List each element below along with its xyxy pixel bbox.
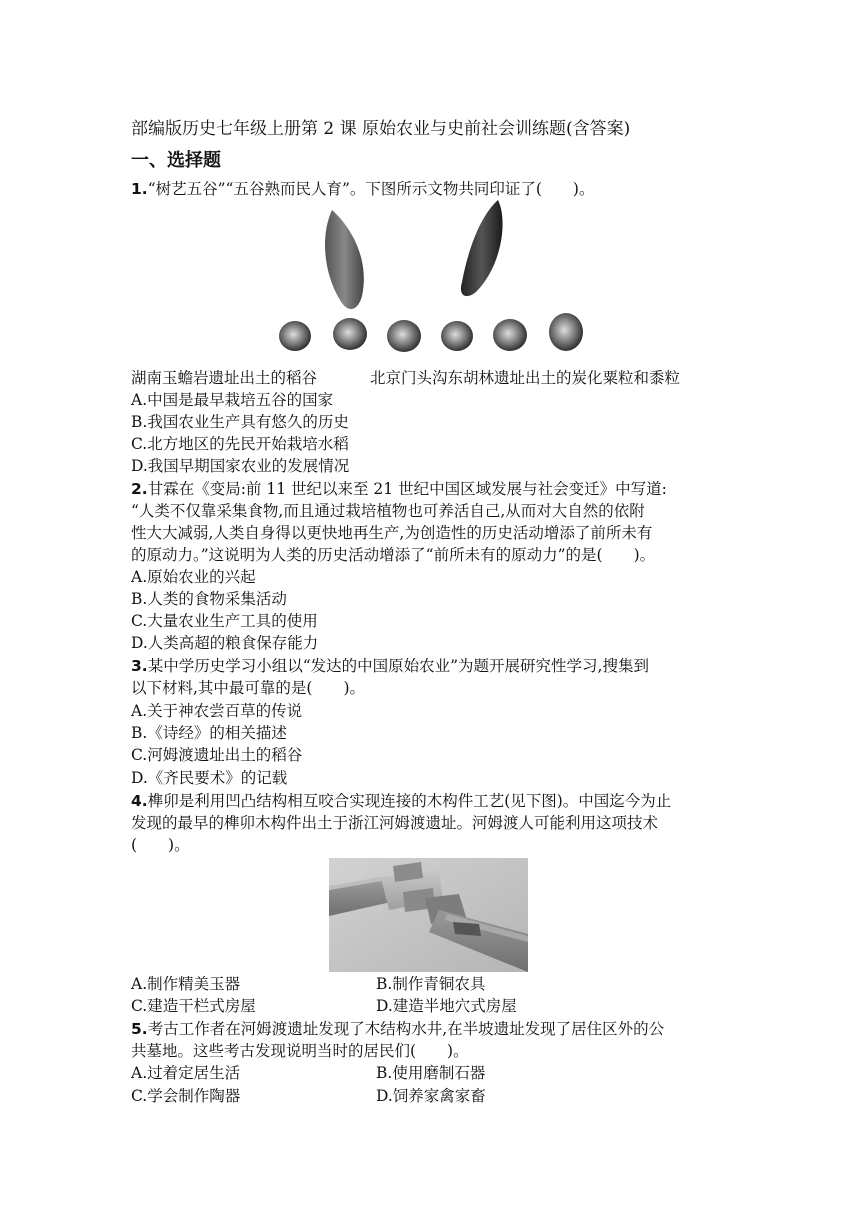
q2-option-a: A.原始农业的兴起 bbox=[131, 568, 256, 586]
q4-option-b: B.制作青铜农具 bbox=[376, 975, 486, 993]
q1-option-d: D.我国早期国家农业的发展情况 bbox=[131, 457, 350, 475]
q4-option-a: A.制作精美玉器 bbox=[131, 975, 241, 993]
q2-stem-line-1: 2.甘霖在《变局:前 11 世纪以来至 21 世纪中国区域发展与社会变迁》中写道: bbox=[131, 480, 667, 498]
q1-caption-left: 湖南玉蟾岩遗址出土的稻谷 bbox=[131, 369, 318, 387]
q1-option-c: C.北方地区的先民开始栽培水稻 bbox=[131, 435, 349, 453]
q2-option-b: B.人类的食物采集活动 bbox=[131, 590, 287, 608]
q3-option-b: B.《诗经》的相关描述 bbox=[131, 724, 287, 742]
q5-option-b: B.使用磨制石器 bbox=[376, 1064, 486, 1082]
document-title: 部编版历史七年级上册第 2 课 原始农业与史前社会训练题(含答案) bbox=[131, 119, 631, 139]
q3-option-d: D.《齐民要术》的记载 bbox=[131, 769, 288, 787]
q4-stem-line-1: 4.榫卯是利用凹凸结构相互咬合实现连接的木构件工艺(见下图)。中国迄今为止 bbox=[131, 792, 672, 810]
q4-option-d: D.建造半地穴式房屋 bbox=[376, 997, 517, 1015]
q1-option-a: A.中国是最早栽培五谷的国家 bbox=[131, 391, 334, 409]
millet-grains bbox=[279, 313, 583, 352]
section-heading: 一、选择题 bbox=[131, 150, 221, 171]
q4-option-c: C.建造干栏式房屋 bbox=[131, 997, 256, 1015]
q4-stem-line-2: 发现的最早的榫卯木构件出土于浙江河姆渡遗址。河姆渡人可能利用这项技术 bbox=[131, 814, 659, 832]
q1-stem: 1.“树艺五谷”“五谷熟而民人育”。下图所示文物共同印证了( )。 bbox=[131, 180, 595, 198]
q1-grain-figure bbox=[270, 196, 600, 362]
q4-mortise-tenon-photo bbox=[329, 858, 528, 972]
q2-stem-line-2: “人类不仅靠采集食物,而且通过栽培植物也可养活自己,从而对大自然的依附 bbox=[131, 502, 645, 520]
q5-option-a: A.过着定居生活 bbox=[131, 1064, 241, 1082]
q2-option-c: C.大量农业生产工具的使用 bbox=[131, 612, 318, 630]
q5-option-c: C.学会制作陶器 bbox=[131, 1087, 241, 1105]
q3-stem-line-1: 3.某中学历史学习小组以“发达的中国原始农业”为题开展研究性学习,搜集到 bbox=[131, 657, 649, 675]
rice-grain-right bbox=[461, 200, 503, 296]
rice-grain-left bbox=[325, 210, 364, 309]
q5-stem-line-1: 5.考古工作者在河姆渡遗址发现了木结构水井,在半坡遗址发现了居住区外的公 bbox=[131, 1020, 665, 1038]
q3-stem-line-2: 以下材料,其中最可靠的是( )。 bbox=[131, 679, 366, 697]
q1-option-b: B.我国农业生产具有悠久的历史 bbox=[131, 413, 349, 431]
q3-option-c: C.河姆渡遗址出土的稻谷 bbox=[131, 746, 303, 764]
q2-stem-line-3: 性大大减弱,人类自身得以更快地再生产,为创造性的历史活动增添了前所未有 bbox=[131, 524, 653, 542]
q1-caption-right: 北京门头沟东胡林遗址出土的炭化粟粒和黍粒 bbox=[370, 369, 681, 387]
q4-stem-line-3: ( )。 bbox=[131, 836, 190, 854]
q5-option-d: D.饲养家禽家畜 bbox=[376, 1087, 486, 1105]
q2-stem-line-4: 的原动力。”这说明为人类的历史活动增添了“前所未有的原动力”的是( )。 bbox=[131, 546, 656, 564]
q2-option-d: D.人类高超的粮食保存能力 bbox=[131, 634, 319, 652]
q5-stem-line-2: 共墓地。这些考古发现说明当时的居民们( )。 bbox=[131, 1042, 469, 1060]
q3-option-a: A.关于神农尝百草的传说 bbox=[131, 702, 303, 720]
